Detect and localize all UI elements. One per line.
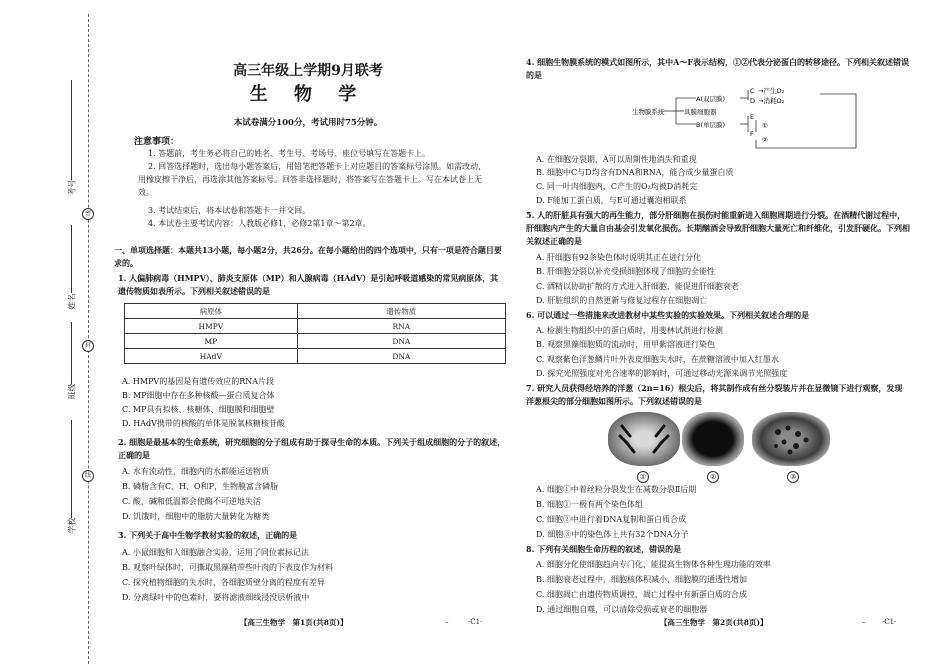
diagram-path-2: ② — [762, 136, 768, 144]
notice-item: 3. 考试结束后，将本试卷和答题卡一并交回。 — [148, 206, 311, 215]
dash-mark: – — [445, 618, 449, 626]
q8-stem: 8. 下列有关细胞生命历程的叙述，错误的是 — [526, 544, 682, 554]
school-label: 学校 — [67, 517, 77, 534]
table-cell: DNA — [297, 334, 505, 349]
cell-image-3 — [752, 412, 830, 466]
table-row — [125, 319, 506, 334]
cell-label-3: ③ — [787, 471, 799, 483]
q2-option-a: A. 水有流动性，细胞内的水都能运送物质 — [122, 467, 269, 476]
q4-option-b: B. 细胞中C与D均含有DNA和RNA，能合成少量蛋白质 — [536, 168, 734, 177]
q7-option-d: D. 细胞③中的染色体上共有32个DNA分子 — [536, 530, 689, 539]
q2-option-d: D. 饥饿时，细胞中的脂肪大量转化为糖类 — [122, 512, 270, 521]
class-label: 班级 — [67, 383, 77, 400]
q4-option-a: A. 在细胞分裂期，A可以周期性地消失和重现 — [536, 155, 697, 164]
q5-option-c: C. 酒精以协助扩散的方式进入肝细胞，能促进肝细胞衰老 — [536, 282, 739, 291]
class-line — [71, 322, 72, 384]
q2-option-b: B. 磷脂含有C、H、O和P，生物膜富含磷脂 — [122, 482, 279, 491]
q4-option-d: D. F能加工蛋白质，与E可通过囊泡相联系 — [536, 196, 687, 205]
notice-title: 注意事项： — [134, 137, 180, 147]
q1-stem: 1. 人偏肺病毒（HMPV）、肺炎支原体（MP）和人腺病毒（HAdV）是引起呼吸道感染的常见病原体，其遗传物质如表所示。下列相关叙述错误的是 — [118, 273, 499, 296]
q5-stem: 5. 人的肝脏具有强大的再生能力，部分肝细胞在损伤时能重新进入细胞周期进行分裂。在酒精代谢过程中，肝细胞内产生的大量自由基会引发氧化损伤。长期酗酒会导致肝细胞大量死亡和纤维化，引发肝硬化。下列相关叙述正确的是 — [526, 210, 910, 246]
seal-mark-1: 密 — [82, 208, 94, 220]
diagram-node-a: A(双层膜) — [696, 95, 726, 103]
q6-stem: 6. 可以通过一些措施来改进教材中某些实验的实验效果。下列相关叙述合理的是 — [526, 310, 810, 320]
q6-option-b: B. 观察黑藻细胞质的流动时，用甲紫溶液进行染色 — [536, 340, 715, 349]
chromatin-sketch — [752, 412, 830, 466]
table-header-pathogen: 病原体 — [125, 304, 298, 319]
seal-mark-3: 线 — [82, 470, 94, 482]
diagram-path-1: ① — [762, 122, 768, 130]
section-title: 一、单项选择题：本题共13小题，每小题2分，共26分。在每小题给出的四个选项中，只有一项是符合题目要求的。 — [114, 245, 502, 268]
diagram-d-output: →消耗O₂ — [758, 97, 785, 105]
cell-image-1 — [608, 412, 680, 466]
notice-item: 2. 回答选择题时，选出每小题答案后，用铅笔把答题卡上对应题目的答案标号涂黑。如需改动，用橡皮擦干净后，再选涂其他答案标号。回答非选择题时，将答案写在答题卡上。写在本试卷上无效。 — [138, 162, 487, 197]
q7-stem: 7. 研究人员获得经培养的洋葱（2n=16）根尖后，将其制作成有丝分裂装片并在显微镜下进行观察，发现洋葱根尖的部分细胞如图所示。下列叙述错误的是 — [526, 383, 903, 406]
cell-label-1: ① — [637, 471, 649, 483]
q6-option-a: A. 检测生物组织中的蛋白质时，用斐林试剂进行检测 — [536, 326, 723, 335]
diagram-node-d: D — [750, 97, 756, 105]
paper-code: ·C1· — [468, 618, 483, 626]
membrane-system-diagram — [600, 86, 900, 154]
q3-option-a: A. 小鼠细胞和人细胞融合实验，运用了同位素标记法 — [122, 548, 309, 557]
exam-info: 本试卷满分100分，考试用时75分钟。 — [233, 118, 383, 128]
q8-option-d: D. 通过细胞自噬，可以清除受损或衰老的细胞器 — [536, 605, 708, 614]
q4-option-c: C. 同一叶肉细胞内，C产生的O₂均被D消耗完 — [536, 182, 698, 191]
q1-option-a: A. HMPV的基因是有遗传效应的RNA片段 — [122, 377, 274, 386]
diagram-node-c: C — [750, 87, 755, 95]
diagram-c-output: →产生O₂ — [758, 87, 785, 95]
table-row — [125, 349, 506, 364]
q3-stem: 3. 下列关于高中生物学教材实验的叙述，正确的是 — [118, 530, 298, 540]
notice-item: 4. 本试卷主要考试内容：人教版必修1，必修2第1章～第2章。 — [148, 219, 371, 228]
q8-option-a: A. 细胞分化使细胞趋向专门化，能提高生物体各种生理功能的效率 — [536, 560, 771, 569]
q4-stem: 4. 细胞生物膜系统的模式如图所示，其中A～F表示结构，①②代表分泌蛋白的转移途径。下列相关叙述错误的是 — [526, 57, 910, 80]
seal-mark-2: 封 — [82, 340, 94, 352]
table-cell: RNA — [297, 319, 505, 334]
q1-option-d: D. HAdV携带的核酸的单体是脱氧核糖核苷酸 — [122, 419, 285, 428]
q2-option-c: C. 酸、碱和低温都会使酶不可逆地失活 — [122, 497, 261, 506]
chromosome-sketch — [608, 412, 680, 466]
table-cell: DNA — [297, 349, 505, 364]
q7-option-b: B. 细胞①一极有两个染色体组 — [536, 500, 643, 509]
dash-mark: – — [862, 618, 866, 626]
q8-option-c: C. 细胞凋亡由遗传物质调控，凋亡过程中有新蛋白质的合成 — [536, 590, 747, 599]
diagram-node-b: B(单层膜) — [696, 121, 726, 129]
cell-label-2: ② — [707, 471, 719, 483]
paper-code: ·C1· — [882, 618, 897, 626]
diagram-root: 生物膜系统 — [632, 108, 665, 116]
footer-page-1: 【高三生物学 第1页(共8页)】 — [240, 618, 348, 627]
notice-item: 1. 答题前，考生务必将自己的姓名、考生号、考场号、座位号填写在答题卡上。 — [148, 149, 431, 158]
diagram-node-mid: 具膜细胞器 — [684, 108, 717, 116]
q5-option-d: D. 肝脏组织的自然更新与修复过程存在细胞凋亡 — [536, 296, 708, 305]
q2-stem: 2. 细胞是最基本的生命系统，研究细胞的分子组成有助于探寻生命的本质。下列关于组成细胞的分子的叙述，正确的是 — [118, 437, 506, 460]
name-label: 姓名 — [67, 293, 77, 310]
footer-page-2: 【高三生物学 第2页(共8页)】 — [660, 618, 768, 627]
binding-margin — [0, 0, 112, 672]
name-line — [71, 225, 72, 293]
q3-option-b: B. 观察叶绿体时，可撕取黑藻稍带些叶肉的下表皮作为材料 — [122, 563, 333, 572]
table-header-genetic-material: 遗传物质 — [297, 304, 505, 319]
exam-number-label: 考号 — [67, 179, 77, 196]
subject-title: 生 物 学 — [249, 84, 367, 105]
q6-option-d: D. 探究光照强度对光合速率的影响时，可通过移动光源来调节光照强度 — [536, 369, 788, 378]
q1-option-c: C. MP具有拟核、核糖体、细胞膜和细胞壁 — [122, 405, 275, 414]
cell-image-2 — [682, 412, 744, 466]
school-line — [71, 420, 72, 518]
pathogen-table — [124, 303, 506, 364]
cut-line — [88, 14, 89, 664]
diagram-node-e: E — [750, 113, 755, 121]
q6-option-c: C. 观察紫色洋葱鳞片叶外表皮细胞失水时，在蔗糖溶液中加入红墨水 — [536, 355, 779, 364]
q8-option-b: B. 细胞衰老过程中，细胞核体积减小，细胞膜的通透性增加 — [536, 575, 747, 584]
q7-option-c: C. 细胞②中进行着DNA复制和蛋白质合成 — [536, 515, 687, 524]
q7-option-a: A. 细胞①中着丝粒分裂发生在减数分裂Ⅱ后期 — [536, 485, 697, 494]
q3-option-d: D. 分离绿叶中的色素时，要将滤液细线浸没层析液中 — [122, 593, 310, 602]
table-cell: MP — [125, 334, 298, 349]
q5-option-a: A. 肝细胞有92条染色体时说明其正在进行分化 — [536, 253, 702, 262]
table-row — [125, 334, 506, 349]
table-cell: HAdV — [125, 349, 298, 364]
exam-title: 高三年级上学期9月联考 — [233, 63, 383, 79]
q5-option-b: B. 肝细胞分裂以补充受损细胞体现了细胞的全能性 — [536, 267, 715, 276]
q1-option-b: B. MP细胞中存在多种核酸—蛋白质复合体 — [122, 391, 275, 400]
q3-option-c: C. 探究植物细胞的失水时，各细胞质壁分离的程度有差异 — [122, 578, 325, 587]
diagram-node-f: F — [750, 130, 754, 138]
table-cell: HMPV — [125, 319, 298, 334]
exam-number-line — [71, 80, 72, 180]
